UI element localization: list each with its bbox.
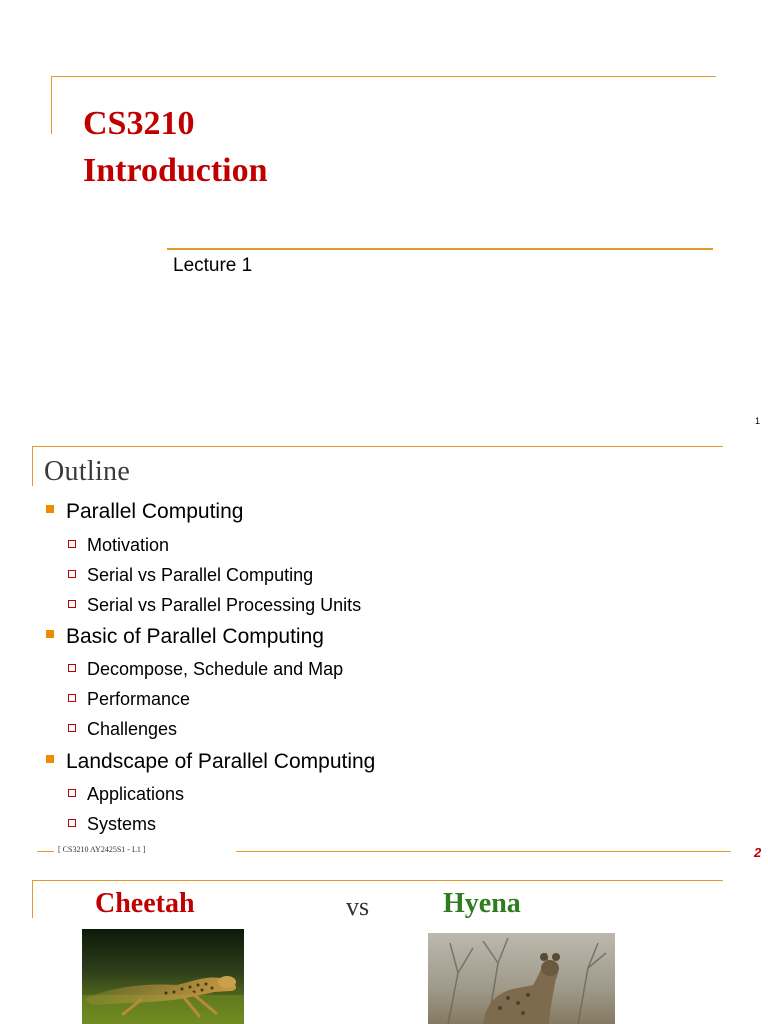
hyena-label: Hyena	[443, 888, 521, 919]
slide2-footer: [ CS3210 AY2425S1 - L1 ]	[58, 845, 146, 854]
outline-subitem-label: Serial vs Parallel Computing	[87, 565, 314, 585]
slide2-left-rule	[32, 446, 33, 486]
outline-section	[46, 498, 243, 526]
outline-section-label: Basic of Parallel Computing	[66, 625, 324, 648]
square-bullet-icon	[46, 505, 54, 513]
hollow-square-bullet-icon	[68, 664, 76, 672]
cheetah-photo	[82, 929, 244, 1024]
outline-subitem	[68, 717, 177, 741]
outline-subitem-label: Applications	[87, 784, 185, 804]
hollow-square-bullet-icon	[68, 724, 76, 732]
slide1-top-rule	[51, 76, 716, 77]
slide1-subtitle: Lecture 1	[173, 255, 253, 276]
outline-section-label: Parallel Computing	[66, 500, 244, 523]
hyena-photo	[428, 933, 615, 1024]
slide1-page-number: 1	[755, 416, 761, 426]
outline-subitem-label: Performance	[87, 689, 191, 709]
cheetah-label: Cheetah	[95, 888, 195, 919]
slide3-left-rule	[32, 880, 33, 918]
square-bullet-icon	[46, 630, 54, 638]
hollow-square-bullet-icon	[68, 600, 76, 608]
slide3-top-rule	[32, 880, 723, 881]
hollow-square-bullet-icon	[68, 694, 76, 702]
outline-subitem	[68, 533, 169, 557]
outline-subitem-label: Serial vs Parallel Processing Units	[87, 595, 362, 615]
hollow-square-bullet-icon	[68, 789, 76, 797]
slide2-footer-rule-left	[37, 851, 54, 852]
hollow-square-bullet-icon	[68, 540, 76, 548]
outline-subitem-label: Challenges	[87, 719, 178, 739]
outline-subitem	[68, 782, 184, 806]
hollow-square-bullet-icon	[68, 570, 76, 578]
square-bullet-icon	[46, 755, 54, 763]
slide1-title-line1: CS3210	[83, 105, 195, 142]
vs-label: vs	[346, 892, 370, 921]
outline-section-label: Landscape of Parallel Computing	[66, 750, 376, 773]
outline-subitem-label: Decompose, Schedule and Map	[87, 659, 344, 679]
slide1-left-rule	[51, 76, 52, 134]
outline-subitem	[68, 687, 190, 711]
outline-section	[46, 748, 375, 776]
slide2-top-rule	[32, 446, 723, 447]
slide1-subtitle-rule	[167, 248, 713, 250]
slide2-footer-rule-right	[236, 851, 731, 852]
outline-subitem-label: Motivation	[87, 535, 170, 555]
outline-subitem	[68, 563, 313, 587]
outline-subitem	[68, 812, 156, 836]
slide1-title-line2: Introduction	[83, 152, 268, 189]
outline-subitem	[68, 593, 361, 617]
slide2-title: Outline	[44, 456, 131, 487]
outline-subitem	[68, 657, 343, 681]
outline-section	[46, 623, 324, 651]
outline-subitem-label: Systems	[87, 814, 157, 834]
slide2-page-number: 2	[754, 845, 762, 860]
cheetah-image-icon	[82, 929, 244, 1024]
hollow-square-bullet-icon	[68, 819, 76, 827]
hyena-image-icon	[428, 933, 615, 1024]
